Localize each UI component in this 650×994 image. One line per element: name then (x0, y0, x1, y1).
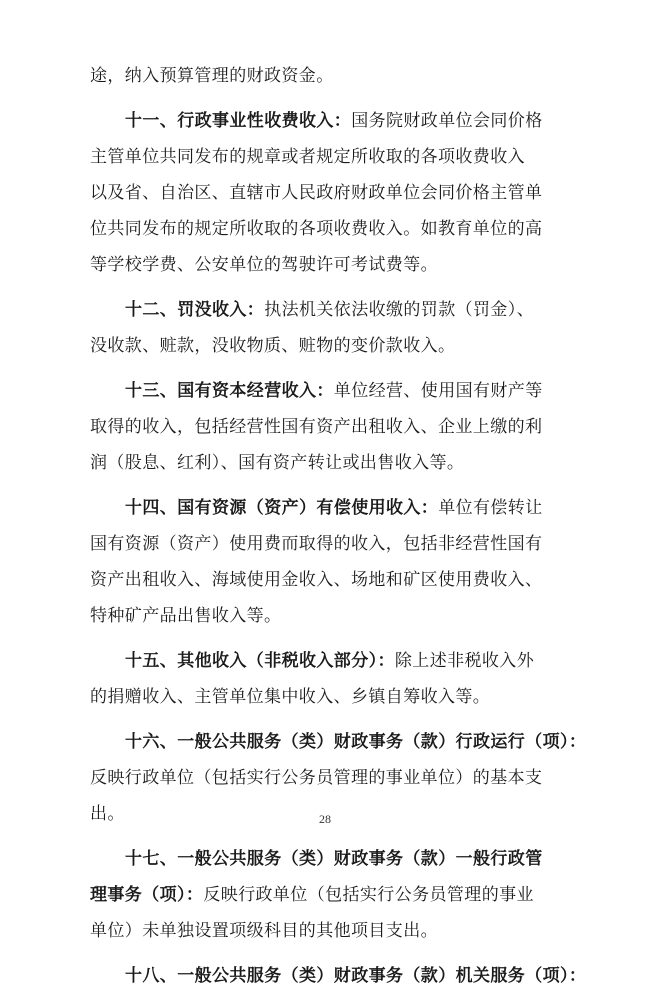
section-heading: 理事务（项）： (90, 885, 204, 905)
text-line: 理事务（项）：反映行政单位（包括实行公务员管理的事业 (90, 885, 534, 905)
section-heading: 十三、国有资本经营收入： (125, 381, 334, 401)
text-line: 特种矿产品出售收入等。 (90, 606, 282, 626)
text-line: 以及省、自治区、直辖市人民政府财政单位会同价格主管单 (90, 183, 543, 203)
paragraph-state-resource-paid-use-income (90, 490, 570, 634)
text-line: 反映行政单位（包括实行公务员管理的事业单位）的基本支 (90, 768, 543, 788)
text-line: 取得的收入，包括经营性国有资产出租收入、企业上缴的利 (90, 417, 543, 437)
text-line: 位共同发布的规定所收取的各项收费收入。如教育单位的高 (90, 219, 543, 239)
text-line (90, 958, 587, 994)
page-number: 28 (319, 812, 331, 826)
text-line: 十四、国有资源（资产）有偿使用收入：单位有偿转让 (125, 498, 543, 518)
text-line: 没收款、赃款，没收物质、赃物的变价款收入。 (90, 336, 456, 356)
paragraph-intro-continuation (90, 58, 570, 94)
section-heading: 十四、国有资源（资产）有偿使用收入： (125, 498, 439, 518)
text-line: 主管单位共同发布的规章或者规定所收取的各项收费收入 (90, 147, 525, 167)
section-heading: 十八、一般公共服务（类）财政事务（款）机关服务（项）： (125, 966, 587, 986)
text-line: 润（股息、红利）、国有资产转让或出售收入等。 (90, 453, 465, 473)
section-heading: 十二、罚没收入： (125, 300, 265, 320)
paragraph-administrative-fee-income (90, 103, 570, 283)
text-line: 十五、其他收入（非税收入部分）：除上述非税收入外 (125, 651, 535, 671)
text-line (90, 841, 570, 877)
section-heading: 十六、一般公共服务（类）财政事务（款）行政运行（项）： (125, 732, 587, 752)
section-heading: 十七、一般公共服务（类）财政事务（款）一般行政管 (125, 849, 543, 869)
text-line: 单位）未单独设置项级科目的其他项目支出。 (90, 921, 438, 941)
text-line: 的捐赠收入、主管单位集中收入、乡镇自筹收入等。 (90, 687, 491, 707)
text-line: 十一、行政事业性收费收入：国务院财政单位会同价格 (125, 111, 543, 131)
document-body (90, 58, 587, 994)
text-line: 十二、罚没收入：执法机关依法收缴的罚款（罚金）、 (125, 300, 535, 320)
text-line (90, 724, 587, 760)
text-line: 途，纳入预算管理的财政资金。 (90, 66, 334, 86)
text-line: 出。 (90, 804, 125, 824)
text-line: 国有资源（资产）使用费而取得的收入，包括非经营性国有 (90, 534, 543, 554)
paragraph-other-income (90, 643, 570, 715)
text-line: 十三、国有资本经营收入：单位经营、使用国有财产等 (125, 381, 543, 401)
paragraph-general-administrative-affairs (90, 841, 570, 949)
paragraph-fines-confiscation-income (90, 292, 570, 364)
paragraph-state-capital-operating-income (90, 373, 570, 481)
paragraph-agency-services (90, 958, 587, 994)
section-heading: 十一、行政事业性收费收入： (125, 111, 352, 131)
text-line: 等学校学费、公安单位的驾驶许可考试费等。 (90, 255, 438, 275)
section-heading: 十五、其他收入（非税收入部分）： (125, 651, 395, 671)
text-line: 资产出租收入、海域使用金收入、场地和矿区使用费收入、 (90, 570, 543, 590)
